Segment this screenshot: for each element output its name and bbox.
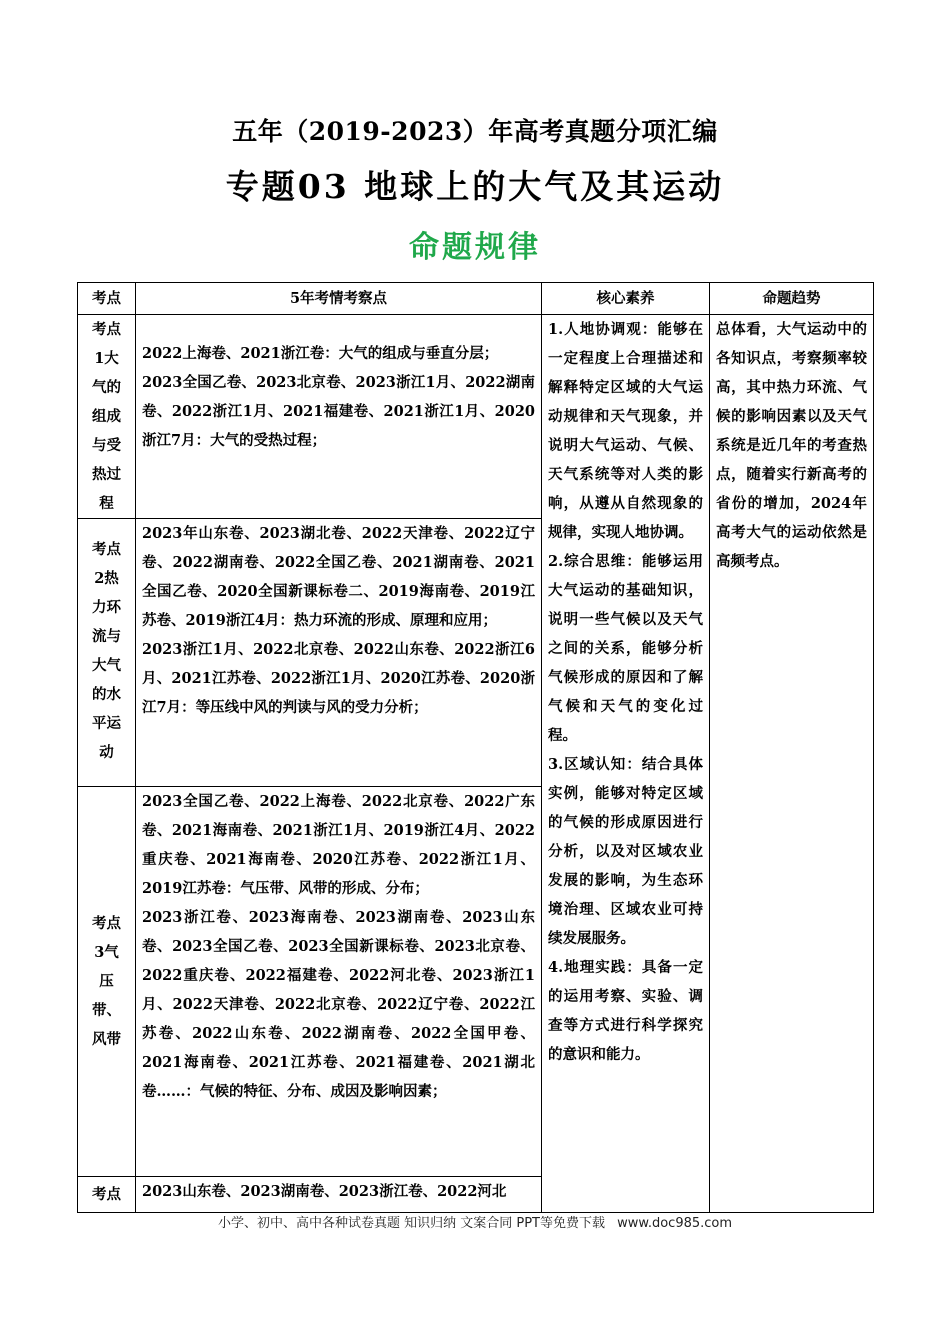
kaodian-cell-3: 考点 3气 压 带、 风带 <box>78 787 136 1177</box>
column-header-trend: 命题趋势 <box>710 283 874 315</box>
page-footer <box>0 1212 950 1231</box>
column-header-kaodian: 考点 <box>78 283 136 315</box>
kaodian-cell-2: 考点 2热 力环 流与 大气 的水 平运 动 <box>78 519 136 787</box>
exam-cell-1: 2022上海卷、2021浙江卷：大气的组成与垂直分层； 2023全国乙卷、2023北京卷、2023浙江1月、2022湖南卷、2022浙江1月、2021福建卷、2021浙江1月、2020浙江7月：大气的受热过程； <box>136 315 542 519</box>
document-title: 五年（2019-2023）年高考真题分项汇编 <box>232 117 718 146</box>
footer-text: 小学、初中、高中各种试卷真题 知识归纳 文案合同 PPT等免费下载 <box>217 1216 605 1231</box>
core-literacy-cell <box>542 315 710 1213</box>
kaodian-cell-4: 考点 <box>78 1177 136 1213</box>
exam-cell-4: 2023山东卷、2023湖南卷、2023浙江卷、2022河北 <box>136 1177 542 1213</box>
section-heading: 命题规律 <box>409 230 541 265</box>
core-item: 1.人地协调观：能够在一定程度上合理描述和解释特定区域的大气运动规律和天气现象，并说明大气运动、气候、天气系统等对人类的影响，从遵从自然现象的规律，实现人地协调。 <box>548 321 704 541</box>
trend-cell: 总体看，大气运动中的各知识点，考察频率较高，其中热力环流、气候的影响因素以及天气系统是近几年的考查热点，随着实行新高考的省份的增加，2024年高考大气的运动依然是高频考点。 <box>710 315 874 1213</box>
exam-analysis-table <box>77 282 874 1213</box>
exam-cell-2: 2023年山东卷、2023湖北卷、2022天津卷、2022辽宁卷、2022湖南卷、2022全国乙卷、2021湖南卷、2021全国乙卷、2020全国新课标卷二、2019海南卷、2019江苏卷、2019浙江4月：热力环流的形成、原理和应用； 2023浙江1月、2022北京卷、2022山东卷、2022浙江6月、2021江苏卷、2022浙江1月、2020江苏卷、2020浙江7月：等压线中风的判读与风的受力分析； <box>136 519 542 787</box>
column-header-exam: 5年考情考察点 <box>136 283 542 315</box>
core-item: 2.综合思维：能够运用大气运动的基础知识，说明一些气候以及天气之间的关系，能够分析气候形成的原因和了解气候和天气的变化过程。 <box>548 553 704 744</box>
footer-link[interactable]: www.doc985.com <box>617 1216 733 1231</box>
exam-cell-3: 2023全国乙卷、2022上海卷、2022北京卷、2022广东卷、2021海南卷、2021浙江1月、2019浙江4月、2022重庆卷、2021海南卷、2020江苏卷、2022浙江1月、2019江苏卷：气压带、风带的形成、分布； 2023浙江卷、2023海南卷、2023湖南卷、2023山东卷、2023全国乙卷、2023全国新课标卷、2023北京卷、2022重庆卷、2022福建卷、2022河北卷、2023浙江1月、2022天津卷、2022北京卷、2022辽宁卷、2022江苏卷、2022山东卷、2022湖南卷、2022全国甲卷、2021海南卷、2021江苏卷、2021福建卷、2021湖北卷……：气候的特征、分布、成因及影响因素； <box>136 787 542 1177</box>
topic-title: 专题03 地球上的大气及其运动 <box>225 167 725 206</box>
core-item: 4.地理实践：具备一定的运用考察、实验、调查等方式进行科学探究的意识和能力。 <box>548 959 704 1063</box>
column-header-core: 核心素养 <box>542 283 710 315</box>
table-row <box>78 315 874 519</box>
table-header-row <box>78 283 874 315</box>
core-item: 3.区域认知：结合具体实例，能够对特定区域的气候的形成原因进行分析，以及对区域农业发展的影响，为生态环境治理、区域农业可持续发展服务。 <box>548 756 704 947</box>
kaodian-cell-1: 考点 1大 气的 组成 与受 热过 程 <box>78 315 136 519</box>
